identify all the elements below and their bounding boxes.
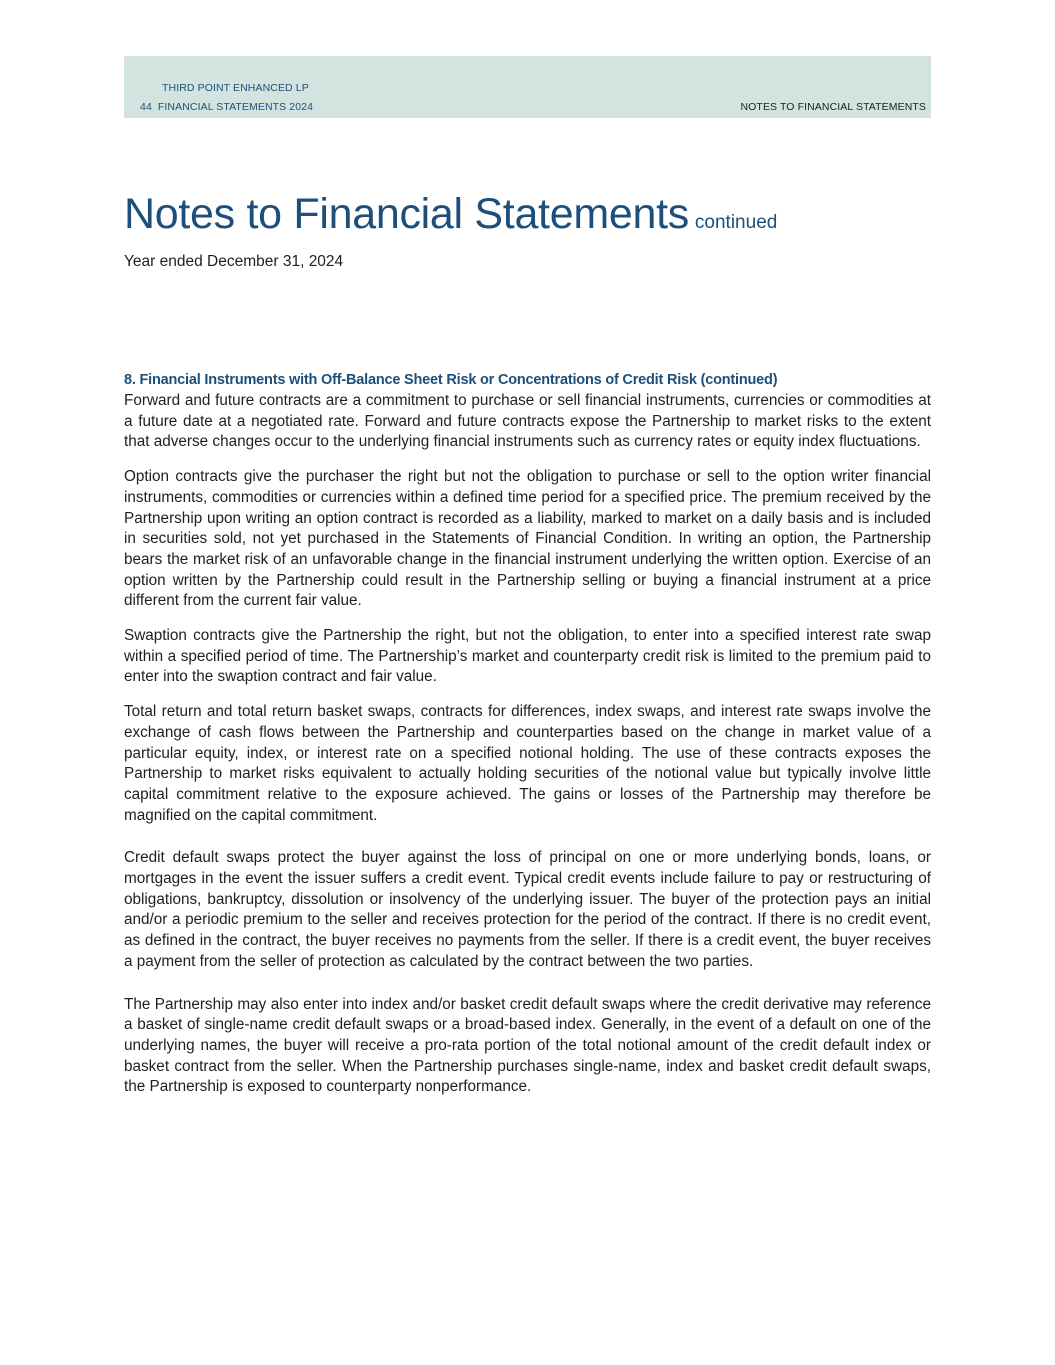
header-section-name: NOTES TO FINANCIAL STATEMENTS (740, 101, 926, 113)
page-subtitle: Year ended December 31, 2024 (124, 253, 344, 270)
page-title-continued: continued (694, 212, 778, 233)
section-heading: 8. Financial Instruments with Off-Balance Sheet Risk or Concentrations of Credit Risk (continued) (124, 372, 778, 388)
page-title (124, 188, 931, 249)
paragraph-index-basket-cds: The Partnership may also enter into index and/or basket credit default swaps where the credit derivative may reference a basket of single-name credit default swaps or a broad-based index. Generally, in the event of a default on one of the underlying names, the buyer will receive a pro-rata portion of the total notional amount of the credit default index or basket contract from the seller. When the Partnership purchases single-name, index and basket credit default swaps, the Partnership is exposed to counterparty nonperformance. (124, 995, 931, 1096)
paragraph-option-contracts: Option contracts give the purchaser the right but not the obligation to purchase or sell to the option writer financial instruments, commodities or currencies within a defined time period for a specified price. The premium received by the Partnership upon writing an option contract is recorded as a liability, marked to market on a daily basis and is included in securities sold, not yet purchased in the Statements of Financial Condition. In writing an option, the Partnership bears the market risk of an unfavorable change in the financial instrument underlying the written option. Exercise of an option written by the Partnership could result in the Partnership selling or buying a financial instrument at a price different from the current fair value. (124, 468, 931, 610)
header-page-line (140, 101, 313, 113)
header-company-name: THIRD POINT ENHANCED LP (162, 82, 309, 94)
page-title-main: Notes to Financial Statements (124, 190, 689, 238)
page-number: 44 (140, 101, 152, 113)
paragraph-total-return-swaps: Total return and total return basket swaps, contracts for differences, index swaps, and interest rate swaps involve the exchange of cash flows between the Partnership and counterparties based on the change in market value of a particular equity, index, or interest rate on a specified notional holding. The use of these contracts exposes the Partnership to market risks equivalent to actually holding securities of the notional value but typically involve little capital commitment relative to the exposure achieved. The gains or losses of the Partnership may therefore be magnified on the capital commitment. (124, 703, 931, 824)
title-block (124, 188, 931, 271)
paragraph-swaption-contracts: Swaption contracts give the Partnership the right, but not the obligation, to enter into a specified interest rate swap within a specified period of time. The Partnership’s market and counterparty credit risk is limited to the premium paid to enter into the swaption contract and fair value. (124, 627, 931, 686)
page-header (124, 56, 931, 118)
paragraph-forward-contracts: Forward and future contracts are a commitment to purchase or sell financial instruments, currencies or commodities at a future date at a negotiated rate. Forward and future contracts expose the Partnership to market risks to the extent that adverse changes occur to the underlying financial instruments such as currency rates or equity index fluctuations. (124, 392, 931, 451)
header-document-title: FINANCIAL STATEMENTS 2024 (157, 101, 314, 113)
section-content (124, 370, 931, 1112)
paragraph-credit-default-swaps: Credit default swaps protect the buyer against the loss of principal on one or more underlying bonds, loans, or mortgages in the event the issuer suffers a credit event. Typical credit events include failure to pay or restructuring of obligations, bankruptcy, dissolution or insolvency of the underlying issuer. The buyer of the protection pays an initial and/or a periodic premium to the seller and receives protection for the period of the contract. If there is no credit event, as defined in the contract, the buyer receives no payments from the seller. If there is a credit event, the buyer receives a payment from the seller of protection as calculated by the contract between the two parties. (124, 849, 931, 970)
